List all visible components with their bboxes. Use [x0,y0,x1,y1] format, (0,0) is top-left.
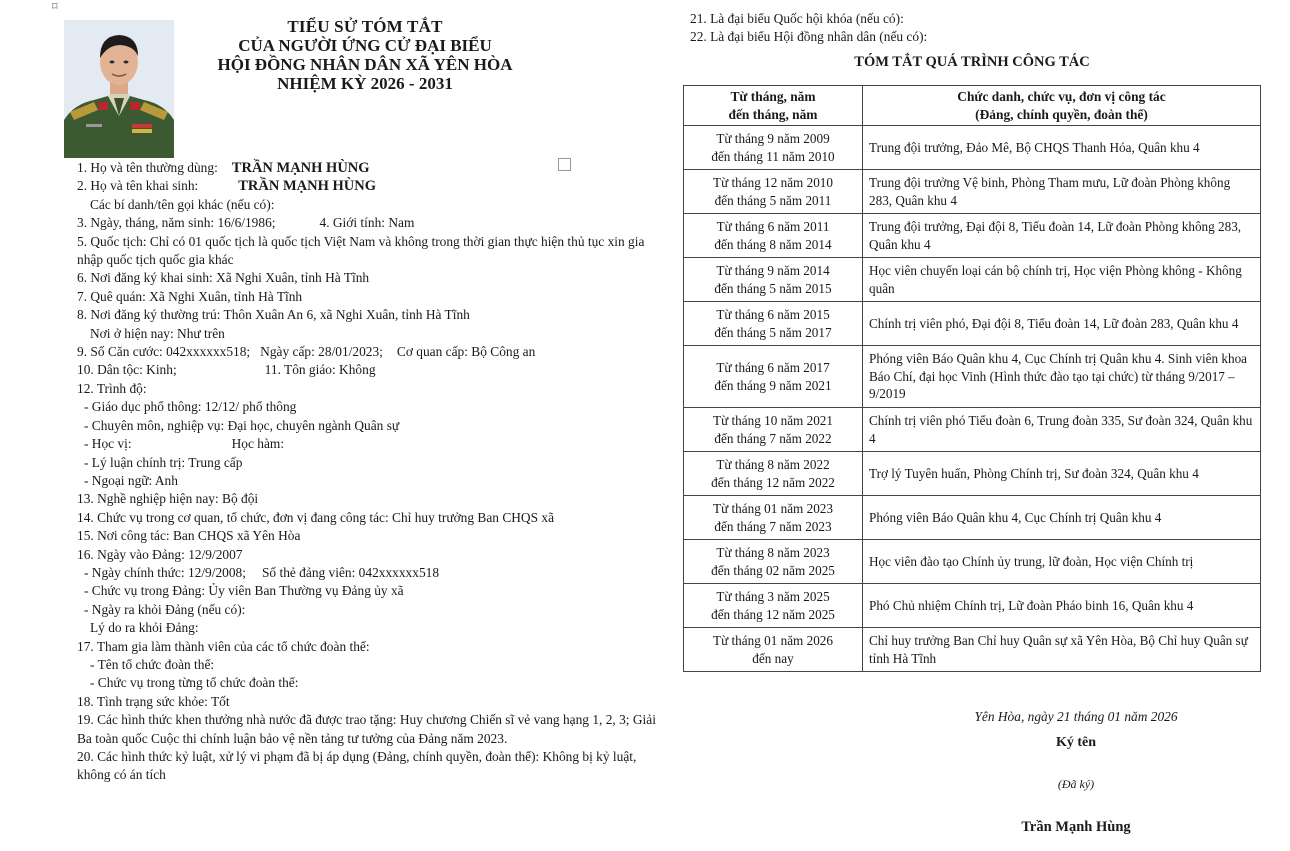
position-cell: Học viên đào tạo Chính ủy trung, lữ đoàn, Học viện Chính trị [863,540,1261,584]
position-cell: Chính trị viên phó, Đại đội 8, Tiểu đoàn 14, Lữ đoàn 283, Quân khu 4 [863,302,1261,346]
field-nationality: 5. Quốc tịch: Chỉ có 01 quốc tịch là quốc tịch Việt Nam và không trong thời gian thực hiện thủ tục xin gia nhập quốc tịch quốc gia khác [77,233,645,268]
period-cell: Từ tháng 12 năm 2010 đến tháng 5 năm 2011 [684,170,863,214]
field-awards: 19. Các hình thức khen thưởng nhà nước đã được trao tặng: Huy chương Chiến sĩ vẻ vang hạng 1, 2, 3; Giải Ba toàn quốc Cuộc thi chính luận bảo vệ nền tảng tư tưởng của Đảng năm 2023. [77,712,656,746]
position-cell: Học viên chuyển loại cán bộ chính trị, Học viện Phòng không - Không quân [863,258,1261,302]
position-cell: Chỉ huy trưởng Ban Chỉ huy Quân sự xã Yên Hòa, Bộ Chỉ huy Quân sự tỉnh Hà Tĩnh [863,628,1261,672]
position-cell: Phóng viên Báo Quân khu 4, Cục Chính trị Quân khu 4 [863,496,1261,540]
personal-info [77,159,662,785]
title-line-4: NHIỆM KỲ 2026 - 2031 [277,74,453,93]
signature-note: (Đã ký) [1057,777,1095,791]
field-national-assembly: 21. Là đại biểu Quốc hội khóa (nếu có): [690,11,904,26]
table-row [684,452,1261,496]
field-peoples-council: 22. Là đại biểu Hội đồng nhân dân (nếu có): [690,29,928,45]
signature-name: Trần Mạnh Hùng [1021,819,1131,835]
table-row [684,258,1261,302]
field-birth-registration: 6. Nơi đăng ký khai sinh: Xã Nghi Xuân, tỉnh Hà Tĩnh [77,270,370,286]
position-cell: Trung đội trưởng, Đại đội 8, Tiểu đoàn 14, Lữ đoàn Phòng không 283, Quân khu 4 [863,214,1261,258]
period-cell: Từ tháng 10 năm 2021 đến tháng 7 năm 2022 [684,408,863,452]
period-cell: Từ tháng 6 năm 2017 đến tháng 9 năm 2021 [684,346,863,408]
period-cell: Từ tháng 3 năm 2025 đến tháng 12 năm 2025 [684,584,863,628]
corner-mark: ⌑ [52,1,58,13]
signature-date: Yên Hòa, ngày 21 tháng 01 năm 2026 [974,709,1178,724]
field-profession: - Chuyên môn, nghiệp vụ: Đại học, chuyên ngành Quân sự [84,417,400,433]
field-current-residence: Nơi ở hiện nay: Như trên [90,325,225,341]
table-row [684,214,1261,258]
period-cell: Từ tháng 9 năm 2014 đến tháng 5 năm 2015 [684,258,863,302]
table-row [684,170,1261,214]
table-row [684,302,1261,346]
field-party-position: - Chức vụ trong Đảng: Ủy viên Ban Thường vụ Đảng ủy xã [84,583,404,599]
career-header-position: Chức danh, chức vụ, đơn vị công tác (Đảng, chính quyền, đoàn thể) [863,86,1261,126]
portrait-photo [64,20,174,158]
field-party-leave-reason: Lý do ra khỏi Đảng: [90,620,199,636]
field-common-name: 1. Họ và tên thường dùng: TRẦN MẠNH HÙNG [77,160,370,176]
document-title [170,17,560,93]
field-education: 12. Trình độ: [77,380,147,396]
position-cell: Phóng viên Báo Quân khu 4, Cục Chính trị Quân khu 4. Sinh viên khoa Báo Chí, đại học Vinh (Hình thức đào tạo tại chức) từ tháng 9/2017 – 9/2019 [863,346,1261,408]
position-cell: Trung đội trưởng Vệ binh, Phòng Tham mưu, Lữ đoàn Phòng không 283, Quân khu 4 [863,170,1261,214]
field-occupation: 13. Nghề nghiệp hiện nay: Bộ đội [77,491,259,507]
period-cell: Từ tháng 8 năm 2022 đến tháng 12 năm 2022 [684,452,863,496]
period-cell: Từ tháng 01 năm 2026 đến nay [684,628,863,672]
table-row [684,628,1261,672]
period-cell: Từ tháng 6 năm 2015 đến tháng 5 năm 2017 [684,302,863,346]
table-row [684,584,1261,628]
signature-label: Ký tên [1055,735,1097,750]
representative-info [690,10,927,47]
field-organizations: 17. Tham gia làm thành viên của các tổ chức đoàn thể: [77,638,370,654]
portrait-drawing [64,20,174,158]
field-organization-name: - Tên tổ chức đoàn thể: [90,656,215,672]
field-party-join-date: 16. Ngày vào Đảng: 12/9/2007 [77,546,243,562]
period-cell: Từ tháng 6 năm 2011 đến tháng 8 năm 2014 [684,214,863,258]
title-line-3: HỘI ĐỒNG NHÂN DÂN XÃ YÊN HÒA [217,55,513,74]
field-alias: Các bí danh/tên gọi khác (nếu có): [90,196,275,212]
table-row [684,496,1261,540]
birth-name-value: TRẦN MẠNH HÙNG [238,178,376,195]
career-title: TÓM TẮT QUÁ TRÌNH CÔNG TÁC [854,54,1090,70]
field-health: 18. Tình trạng sức khỏe: Tốt [77,693,230,709]
field-party-leave-date: - Ngày ra khỏi Đảng (nếu có): [84,601,246,617]
field-foreign-language: - Ngoại ngữ: Anh [84,472,178,488]
career-header-period: Từ tháng, năm đến tháng, năm [684,86,863,126]
field-degree: - Học vị: Học hàm: [84,436,285,452]
period-cell: Từ tháng 8 năm 2023 đến tháng 02 năm 2025 [684,540,863,584]
period-cell: Từ tháng 01 năm 2023 đến tháng 7 năm 2023 [684,496,863,540]
field-general-education: - Giáo dục phổ thông: 12/12/ phổ thông [84,399,297,415]
table-row [684,408,1261,452]
field-birth-gender: 3. Ngày, tháng, năm sinh: 16/6/1986; 4. Giới tính: Nam [77,215,415,231]
field-id-card: 9. Số Căn cước: 042xxxxxx518; Ngày cấp: 28/01/2023; Cơ quan cấp: Bộ Công an [77,344,536,360]
common-name-value: TRẦN MẠNH HÙNG [231,160,370,176]
field-organization-position: - Chức vụ trong từng tổ chức đoàn thể: [90,675,299,691]
position-cell: Phó Chủ nhiệm Chính trị, Lữ đoàn Pháo binh 16, Quân khu 4 [863,584,1261,628]
field-party-official: - Ngày chính thức: 12/9/2008; Số thẻ đảng viên: 042xxxxxx518 [84,564,440,580]
position-cell: Trung đội trưởng, Đảo Mê, Bộ CHQS Thanh Hóa, Quân khu 4 [863,126,1261,170]
field-workplace: 15. Nơi công tác: Ban CHQS xã Yên Hòa [77,528,301,544]
table-row [684,540,1261,584]
title-line-2: CỦA NGƯỜI ỨNG CỬ ĐẠI BIỂU [238,36,492,55]
field-birth-name: 2. Họ và tên khai sinh: TRẦN MẠNH HÙNG [77,178,376,195]
field-position: 14. Chức vụ trong cơ quan, tổ chức, đơn vị đang công tác: Chỉ huy trưởng Ban CHQS xã [77,509,555,525]
field-hometown: 7. Quê quán: Xã Nghi Xuân, tỉnh Hà Tĩnh [77,288,303,304]
table-row [684,346,1261,408]
field-political-theory: - Lý luận chính trị: Trung cấp [84,454,243,470]
title-line-1: TIỂU SỬ TÓM TẮT [287,17,443,36]
table-row [684,126,1261,170]
field-permanent-residence: 8. Nơi đăng ký thường trú: Thôn Xuân An 6, xã Nghi Xuân, tỉnh Hà Tĩnh [77,307,470,323]
field-discipline: 20. Các hình thức kỷ luật, xử lý vi phạm đã bị áp dụng (Đảng, chính quyền, đoàn thể): Không bị kỷ luật, không có án tích [77,749,637,783]
position-cell: Trợ lý Tuyên huấn, Phòng Chính trị, Sư đoàn 324, Quân khu 4 [863,452,1261,496]
career-header-row [684,86,1261,126]
field-ethnicity-religion: 10. Dân tộc: Kinh; 11. Tôn giáo: Không [77,362,376,378]
period-cell: Từ tháng 9 năm 2009 đến tháng 11 năm 2010 [684,126,863,170]
position-cell: Chính trị viên phó Tiểu đoàn 6, Trung đoàn 335, Sư đoàn 324, Quân khu 4 [863,408,1261,452]
career-table [683,85,1261,672]
